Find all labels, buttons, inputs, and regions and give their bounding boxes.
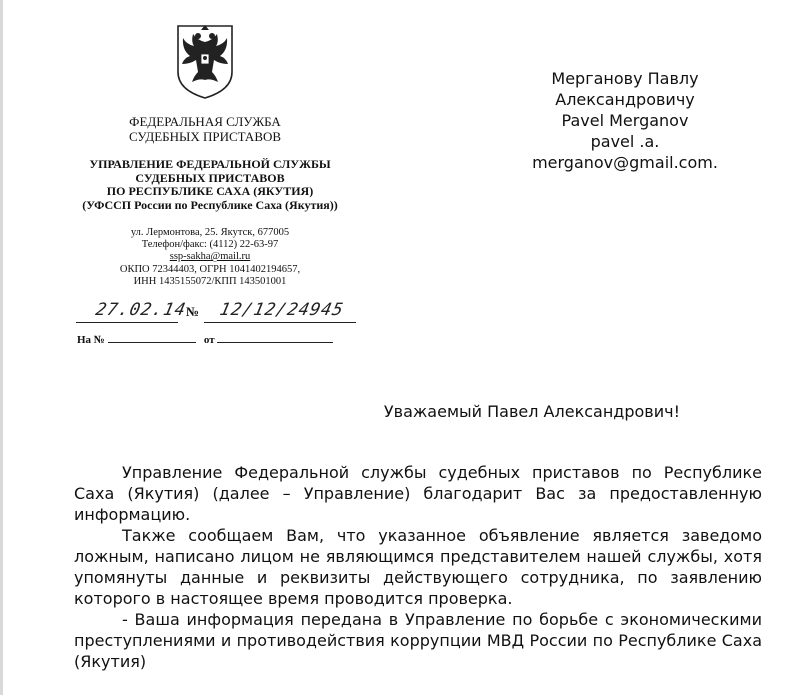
- reply-label: На №: [77, 334, 105, 346]
- page-edge: [0, 0, 3, 695]
- paragraph: Также сообщаем Вам, что указанное объявление является заведомо ложным, написано лицом не являющимся представителем нашей службы, хотя упомянуты данные и реквизиты действующего сотрудника, по заявлению которого в настоящее время проводится проверка.: [74, 526, 762, 608]
- ref-number: 12/12/24945: [217, 300, 346, 320]
- greeting: Уважаемый Павел Александрович!: [383, 402, 680, 421]
- coat-of-arms-emblem: [170, 20, 240, 100]
- ref-number-label: №: [186, 304, 200, 319]
- ref-date: 27.02.14: [93, 300, 189, 320]
- organization-name: [100, 114, 310, 144]
- phone-fax: Телефон/факс: (4112) 22-63-97: [141, 239, 279, 251]
- address: ул. Лермонтова, 25. Якутск, 677005: [130, 227, 290, 238]
- org-email: ssp-sakha@mail.ru: [169, 251, 251, 263]
- paragraph: - Ваша информация передана в Управление по борьбе с экономическими преступлениями и противодействия коррупции МВД России по Республике Саха (Якутия): [74, 610, 762, 671]
- contact-block: [90, 227, 330, 288]
- dept-line: СУДЕБНЫХ ПРИСТАВОВ: [135, 170, 285, 185]
- recipient-block: [500, 68, 750, 173]
- recipient-line: Александровичу: [555, 90, 695, 109]
- okpo-ogrn: ОКПО 72344403, ОГРН 1041402194657,: [119, 263, 301, 275]
- dept-line: УПРАВЛЕНИЕ ФЕДЕРАЛЬНОЙ СЛУЖБЫ: [89, 157, 331, 171]
- letter-body: [74, 462, 762, 672]
- dept-line: ПО РЕСПУБЛИКЕ САХА (ЯКУТИЯ): [106, 184, 314, 198]
- reply-number-blank: [108, 332, 196, 343]
- recipient-line: Мерганову Павлу: [551, 69, 699, 88]
- department-name: [60, 158, 360, 212]
- recipient-line: pavel .a. merganov@gmail.com.: [532, 132, 718, 172]
- reply-reference: [77, 332, 333, 346]
- paragraph: Управление Федеральной службы судебных приставов по Республике Саха (Якутия) (далее – Управление) благодарит Вас за предоставленную информацию.: [74, 463, 762, 524]
- dept-line: (УФССП России по Республике Саха (Якутия)): [82, 197, 338, 212]
- org-line: СУДЕБНЫХ ПРИСТАВОВ: [128, 129, 282, 144]
- recipient-line: Pavel Merganov: [561, 111, 689, 130]
- reply-from-label: от: [203, 334, 215, 346]
- inn-kpp: ИНН 1435155072/КПП 143501001: [133, 275, 287, 287]
- org-line: ФЕДЕРАЛЬНАЯ СЛУЖБА: [129, 114, 281, 129]
- reply-date-blank: [217, 332, 333, 343]
